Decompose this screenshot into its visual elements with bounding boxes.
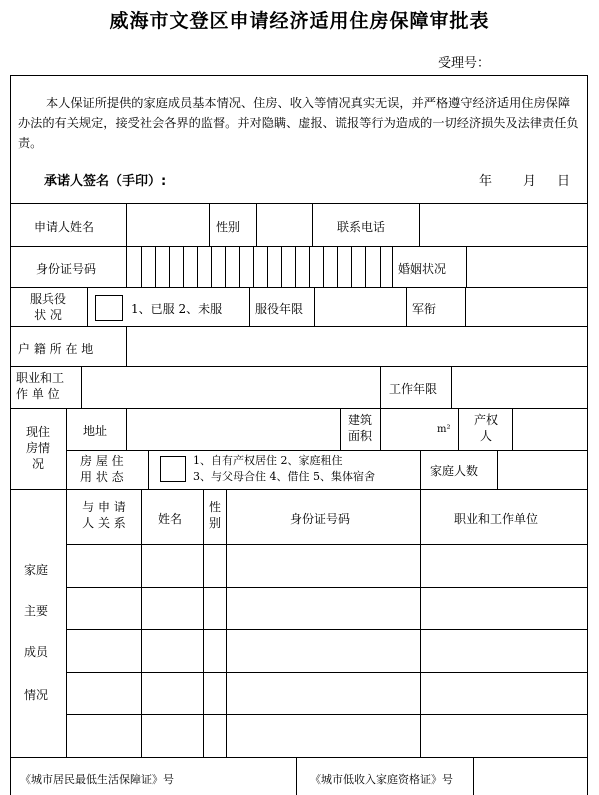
rank-label: 军衔: [412, 302, 437, 316]
row-divider: [10, 326, 588, 327]
member-id-header: 身份证号码: [290, 512, 351, 526]
member-name-header: 姓名: [158, 512, 183, 526]
relation-header: 与 申 请 人 关 系: [82, 500, 126, 530]
military-options: 1、已服 2、未服: [131, 302, 223, 316]
marital-status-label: 婚姻状况: [398, 262, 447, 276]
row-divider: [66, 587, 588, 588]
work-years-label: 工作年限: [389, 382, 438, 396]
military-status-checkbox[interactable]: [95, 295, 123, 321]
id-number-label: 身份证号码: [36, 262, 97, 276]
row-divider: [66, 714, 588, 715]
form-title: 威海市文登区申请经济适用住房保障审批表: [109, 10, 490, 32]
housing-usage-label: 房 屋 住 用 状 态: [80, 454, 124, 484]
row-divider: [10, 287, 588, 288]
service-years-label: 服役年限: [255, 302, 304, 316]
member-gender-header: 性 别: [208, 500, 221, 530]
date-month-label: 月: [523, 174, 537, 189]
row-divider: [10, 203, 588, 204]
address-label: 地址: [83, 424, 108, 438]
employer-label: 职业和工 作 单 位: [16, 371, 65, 401]
member-job-header: 职业和工作单位: [454, 512, 539, 526]
applicant-name-label: 申请人姓名: [34, 220, 95, 234]
date-year-label: 年: [479, 174, 493, 189]
row-divider: [66, 672, 588, 673]
property-owner-label: 产权 人: [473, 413, 498, 443]
acceptance-no-label: 受理号：: [438, 56, 491, 71]
household-registration-label: 户 籍 所 在 地: [18, 342, 94, 356]
row-divider: [66, 450, 588, 451]
row-divider: [66, 629, 588, 630]
members-section-label-4: 情况: [24, 688, 49, 702]
row-divider: [10, 489, 588, 490]
military-service-label: 服兵役 状 况: [29, 292, 66, 322]
area-unit: m²: [437, 424, 451, 435]
household-size-label: 家庭人数: [430, 464, 479, 478]
signature-label: 承诺人签名（手印）:: [44, 174, 167, 189]
members-section-label-2: 主要: [24, 604, 49, 618]
row-divider: [66, 544, 588, 545]
row-divider: [10, 757, 588, 758]
gender-label: 性别: [216, 220, 241, 234]
row-divider: [10, 408, 588, 409]
members-section-label-1: 家庭: [24, 563, 49, 577]
building-area-label: 建筑 面积: [347, 413, 372, 443]
members-section-label-3: 成员: [24, 645, 49, 659]
housing-section-label: 现住 房情 况: [25, 425, 50, 471]
footer-min-living-cert-label: 《城市居民最低生活保障证》号: [20, 773, 174, 786]
pledge-statement: 本人保证所提供的家庭成员基本情况、住房、收入等情况真实无误，并严格遵守经济适用住房保障办法的有关规定，接受社会各界的监督。并对隐瞒、虚报、谎报等行为造成的一切经济损失及法律责任负责。: [18, 96, 579, 150]
row-divider: [10, 246, 588, 247]
phone-label: 联系电话: [337, 220, 386, 234]
housing-usage-checkbox[interactable]: [160, 456, 186, 482]
housing-usage-options: 1、自有产权居住 2、家庭租住 3、与父母合住 4、借住 5、集体宿舍: [193, 454, 375, 483]
row-divider: [10, 366, 588, 367]
date-day-label: 日: [557, 174, 571, 189]
footer-low-income-cert-label: 《城市低收入家庭资格证》号: [310, 773, 453, 786]
